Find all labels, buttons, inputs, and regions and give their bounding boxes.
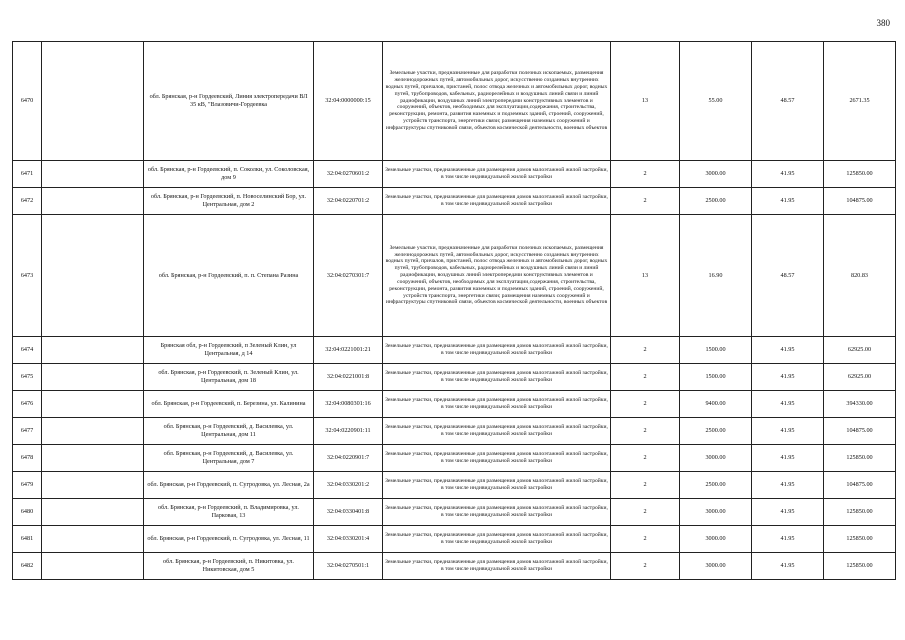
address-cell: обл. Брянская, р-н Гордеевский, д. Василевка, ул. Центральная, дом 7 bbox=[144, 445, 314, 472]
group-number-cell: 2 bbox=[611, 526, 680, 553]
land-purpose-cell: Земельные участки, предназначенные для размещения домов малоэтажной жилой застройки, в том числе индивидуальной жилой застройки bbox=[383, 364, 611, 391]
address-cell: обл. Брянская, р-н Гордеевский, п. п. Степана Разина bbox=[144, 215, 314, 337]
table-row bbox=[13, 188, 896, 215]
cadastral-number-cell: 32:04:0330201:4 bbox=[314, 526, 383, 553]
row-number: 6474 bbox=[13, 337, 42, 364]
empty-cell bbox=[42, 337, 144, 364]
table-row bbox=[13, 472, 896, 499]
empty-cell bbox=[42, 445, 144, 472]
group-number-cell: 2 bbox=[611, 445, 680, 472]
cadastral-value-cell: 104875.00 bbox=[824, 472, 896, 499]
address-cell: обл. Брянская, р-н Гордеевский, Линия электропередачи ВЛ 35 кВ, "Влазовичи-Гордеевка bbox=[144, 42, 314, 161]
row-number: 6480 bbox=[13, 499, 42, 526]
land-purpose-cell: Земельные участки, предназначенные для размещения домов малоэтажной жилой застройки, в том числе индивидуальной жилой застройки bbox=[383, 499, 611, 526]
land-purpose-cell: Земельные участки, предназначенные для размещения домов малоэтажной жилой застройки, в том числе индивидуальной жилой застройки bbox=[383, 418, 611, 445]
table-row bbox=[13, 391, 896, 418]
group-number-cell: 2 bbox=[611, 418, 680, 445]
cadastral-value-cell: 104875.00 bbox=[824, 188, 896, 215]
table-row bbox=[13, 445, 896, 472]
group-number-cell: 2 bbox=[611, 188, 680, 215]
address-cell: обл. Брянская, р-н Гордеевский, п. Сугродовка, ул. Лесная, 2а bbox=[144, 472, 314, 499]
empty-cell bbox=[42, 215, 144, 337]
row-number: 6475 bbox=[13, 364, 42, 391]
area-cell: 3000.00 bbox=[680, 526, 752, 553]
area-cell: 9400.00 bbox=[680, 391, 752, 418]
table-body bbox=[13, 42, 896, 580]
rate-cell: 41.95 bbox=[752, 188, 824, 215]
row-number: 6471 bbox=[13, 161, 42, 188]
land-purpose-cell: Земельные участки, предназначенные для размещения домов малоэтажной жилой застройки, в том числе индивидуальной жилой застройки bbox=[383, 472, 611, 499]
rate-cell: 41.95 bbox=[752, 364, 824, 391]
rate-cell: 41.95 bbox=[752, 499, 824, 526]
cadastral-number-cell: 32:04:0270501:1 bbox=[314, 553, 383, 580]
address-cell: обл. Брянская, р-н Гордеевский, п. Зеленый Клин, ул. Центральная, дом 18 bbox=[144, 364, 314, 391]
group-number-cell: 2 bbox=[611, 161, 680, 188]
land-purpose-cell: Земельные участки, предназначенные для размещения домов малоэтажной жилой застройки, в том числе индивидуальной жилой застройки bbox=[383, 526, 611, 553]
area-cell: 3000.00 bbox=[680, 553, 752, 580]
group-number-cell: 2 bbox=[611, 472, 680, 499]
group-number-cell: 13 bbox=[611, 215, 680, 337]
row-number: 6473 bbox=[13, 215, 42, 337]
table-row bbox=[13, 526, 896, 553]
area-cell: 2500.00 bbox=[680, 418, 752, 445]
row-number: 6470 bbox=[13, 42, 42, 161]
group-number-cell: 13 bbox=[611, 42, 680, 161]
cadastral-number-cell: 32:04:0220901:11 bbox=[314, 418, 383, 445]
empty-cell bbox=[42, 42, 144, 161]
cadastral-value-cell: 125850.00 bbox=[824, 499, 896, 526]
address-cell: обл. Брянская, р-н Гордеевский, п. Владимировка, ул. Парковая, 13 bbox=[144, 499, 314, 526]
land-purpose-cell: Земельные участки, предназначенные для размещения домов малоэтажной жилой застройки, в том числе индивидуальной жилой застройки bbox=[383, 445, 611, 472]
empty-cell bbox=[42, 499, 144, 526]
row-number: 6479 bbox=[13, 472, 42, 499]
row-number: 6478 bbox=[13, 445, 42, 472]
group-number-cell: 2 bbox=[611, 553, 680, 580]
cadastral-value-cell: 62925.00 bbox=[824, 364, 896, 391]
row-number: 6481 bbox=[13, 526, 42, 553]
cadastral-value-cell: 125850.00 bbox=[824, 553, 896, 580]
table-row bbox=[13, 553, 896, 580]
cadastral-number-cell: 32:04:0330401:8 bbox=[314, 499, 383, 526]
area-cell: 1500.00 bbox=[680, 337, 752, 364]
area-cell: 55.00 bbox=[680, 42, 752, 161]
table-row bbox=[13, 364, 896, 391]
area-cell: 2500.00 bbox=[680, 472, 752, 499]
area-cell: 3000.00 bbox=[680, 161, 752, 188]
rate-cell: 41.95 bbox=[752, 337, 824, 364]
cadastral-value-cell: 125850.00 bbox=[824, 161, 896, 188]
address-cell: обл. Брянская, р-н Гордеевский, п. Соколки, ул. Соколовская, дом 9 bbox=[144, 161, 314, 188]
cadastral-number-cell: 32:04:0080301:16 bbox=[314, 391, 383, 418]
cadastral-value-cell: 2671.35 bbox=[824, 42, 896, 161]
group-number-cell: 2 bbox=[611, 391, 680, 418]
rate-cell: 41.95 bbox=[752, 391, 824, 418]
row-number: 6472 bbox=[13, 188, 42, 215]
rate-cell: 48.57 bbox=[752, 42, 824, 161]
cadastral-number-cell: 32:04:0000000:15 bbox=[314, 42, 383, 161]
cadastral-value-cell: 820.83 bbox=[824, 215, 896, 337]
group-number-cell: 2 bbox=[611, 499, 680, 526]
table-row bbox=[13, 42, 896, 161]
rate-cell: 48.57 bbox=[752, 215, 824, 337]
area-cell: 16.90 bbox=[680, 215, 752, 337]
area-cell: 3000.00 bbox=[680, 445, 752, 472]
cadastral-number-cell: 32:04:0221001:21 bbox=[314, 337, 383, 364]
rate-cell: 41.95 bbox=[752, 553, 824, 580]
table-row bbox=[13, 215, 896, 337]
empty-cell bbox=[42, 364, 144, 391]
empty-cell bbox=[42, 161, 144, 188]
cadastral-number-cell: 32:04:0221001:8 bbox=[314, 364, 383, 391]
table-row bbox=[13, 337, 896, 364]
cadastral-value-cell: 125850.00 bbox=[824, 445, 896, 472]
table-row bbox=[13, 418, 896, 445]
row-number: 6476 bbox=[13, 391, 42, 418]
cadastral-value-cell: 125850.00 bbox=[824, 526, 896, 553]
address-cell: обл. Брянская, р-н Гордеевский, п. Сугродовка, ул. Лесная, 11 bbox=[144, 526, 314, 553]
group-number-cell: 2 bbox=[611, 364, 680, 391]
land-purpose-cell: Земельные участки, предназначенные для размещения домов малоэтажной жилой застройки, в том числе индивидуальной жилой застройки bbox=[383, 188, 611, 215]
cadastral-value-cell: 62925.00 bbox=[824, 337, 896, 364]
land-purpose-cell: Земельные участки, предназначенные для разработки полезных ископаемых, размещения железнодорожных путей, автомобильных дорог, искусственно созданных внутренних водных путей, причалов, пристаней, полос отвода железных и автомобильных дорог, водных путей, трубопроводов, кабельных, радиорелейных и воздушных линий связи и линий радиофикации, воздушных линий электропередачи конструктивных элементов и сооружений, объектов, необходимых для эксплуатации,содержания, строительства, реконструкции, ремонта, развития наземных и подземных зданий, строений, сооружений, устройств транспорта, энергетики связи; размещения наземных сооружений и инфраструктуры спутниковой связи, объектов космической деятельности, военных объектов bbox=[383, 215, 611, 337]
cadastral-value-cell: 104875.00 bbox=[824, 418, 896, 445]
page-number: 380 bbox=[876, 18, 890, 28]
area-cell: 2500.00 bbox=[680, 188, 752, 215]
address-cell: обл. Брянская, р-н Гордеевский, п. Березина, ул. Калинина bbox=[144, 391, 314, 418]
area-cell: 1500.00 bbox=[680, 364, 752, 391]
area-cell: 3000.00 bbox=[680, 499, 752, 526]
cadastral-number-cell: 32:04:0220901:7 bbox=[314, 445, 383, 472]
rate-cell: 41.95 bbox=[752, 526, 824, 553]
land-purpose-cell: Земельные участки, предназначенные для размещения домов малоэтажной жилой застройки, в том числе индивидуальной жилой застройки bbox=[383, 337, 611, 364]
cadastral-value-cell: 394330.00 bbox=[824, 391, 896, 418]
empty-cell bbox=[42, 553, 144, 580]
rate-cell: 41.95 bbox=[752, 161, 824, 188]
land-registry-table bbox=[12, 41, 896, 580]
empty-cell bbox=[42, 391, 144, 418]
address-cell: обл. Брянская, р-н Гордеевский, п. Никитовка, ул. Никитовская, дом 5 bbox=[144, 553, 314, 580]
address-cell: Брянская обл, р-н Гордеевский, п Зеленый Клин, ул Центральная, д 14 bbox=[144, 337, 314, 364]
empty-cell bbox=[42, 418, 144, 445]
rate-cell: 41.95 bbox=[752, 445, 824, 472]
land-purpose-cell: Земельные участки, предназначенные для размещения домов малоэтажной жилой застройки, в том числе индивидуальной жилой застройки bbox=[383, 391, 611, 418]
empty-cell bbox=[42, 188, 144, 215]
land-purpose-cell: Земельные участки, предназначенные для размещения домов малоэтажной жилой застройки, в том числе индивидуальной жилой застройки bbox=[383, 161, 611, 188]
address-cell: обл. Брянская, р-н Гордеевский, п. Новоселинский Бор, ул. Центральная, дом 2 bbox=[144, 188, 314, 215]
row-number: 6482 bbox=[13, 553, 42, 580]
cadastral-number-cell: 32:04:0330201:2 bbox=[314, 472, 383, 499]
empty-cell bbox=[42, 472, 144, 499]
cadastral-number-cell: 32:04:0220701:2 bbox=[314, 188, 383, 215]
land-purpose-cell: Земельные участки, предназначенные для размещения домов малоэтажной жилой застройки, в том числе индивидуальной жилой застройки bbox=[383, 553, 611, 580]
table-row bbox=[13, 499, 896, 526]
land-purpose-cell: Земельные участки, предназначенные для разработки полезных ископаемых, размещения железнодорожных путей, автомобильных дорог, искусственно созданных внутренних водных путей, причалов, пристаней, полос отвода железных и автомобильных дорог, водных путей, трубопроводов, кабельных, радиорелейных и воздушных линий связи и линий радиофикации, воздушных линий электропередачи конструктивных элементов и сооружений, объектов, необходимых для эксплуатации,содержания, строительства, реконструкции, ремонта, развития наземных и подземных зданий, строений, сооружений, устройств транспорта, энергетики связи; размещения наземных сооружений и инфраструктуры спутниковой связи, объектов космической деятельности, военных объектов bbox=[383, 42, 611, 161]
cadastral-number-cell: 32:04:0270301:7 bbox=[314, 215, 383, 337]
table-row bbox=[13, 161, 896, 188]
group-number-cell: 2 bbox=[611, 337, 680, 364]
empty-cell bbox=[42, 526, 144, 553]
address-cell: обл. Брянская, р-н Гордеевский, д. Василевка, ул. Центральная, дом 11 bbox=[144, 418, 314, 445]
rate-cell: 41.95 bbox=[752, 418, 824, 445]
row-number: 6477 bbox=[13, 418, 42, 445]
rate-cell: 41.95 bbox=[752, 472, 824, 499]
cadastral-number-cell: 32:04:0270601:2 bbox=[314, 161, 383, 188]
